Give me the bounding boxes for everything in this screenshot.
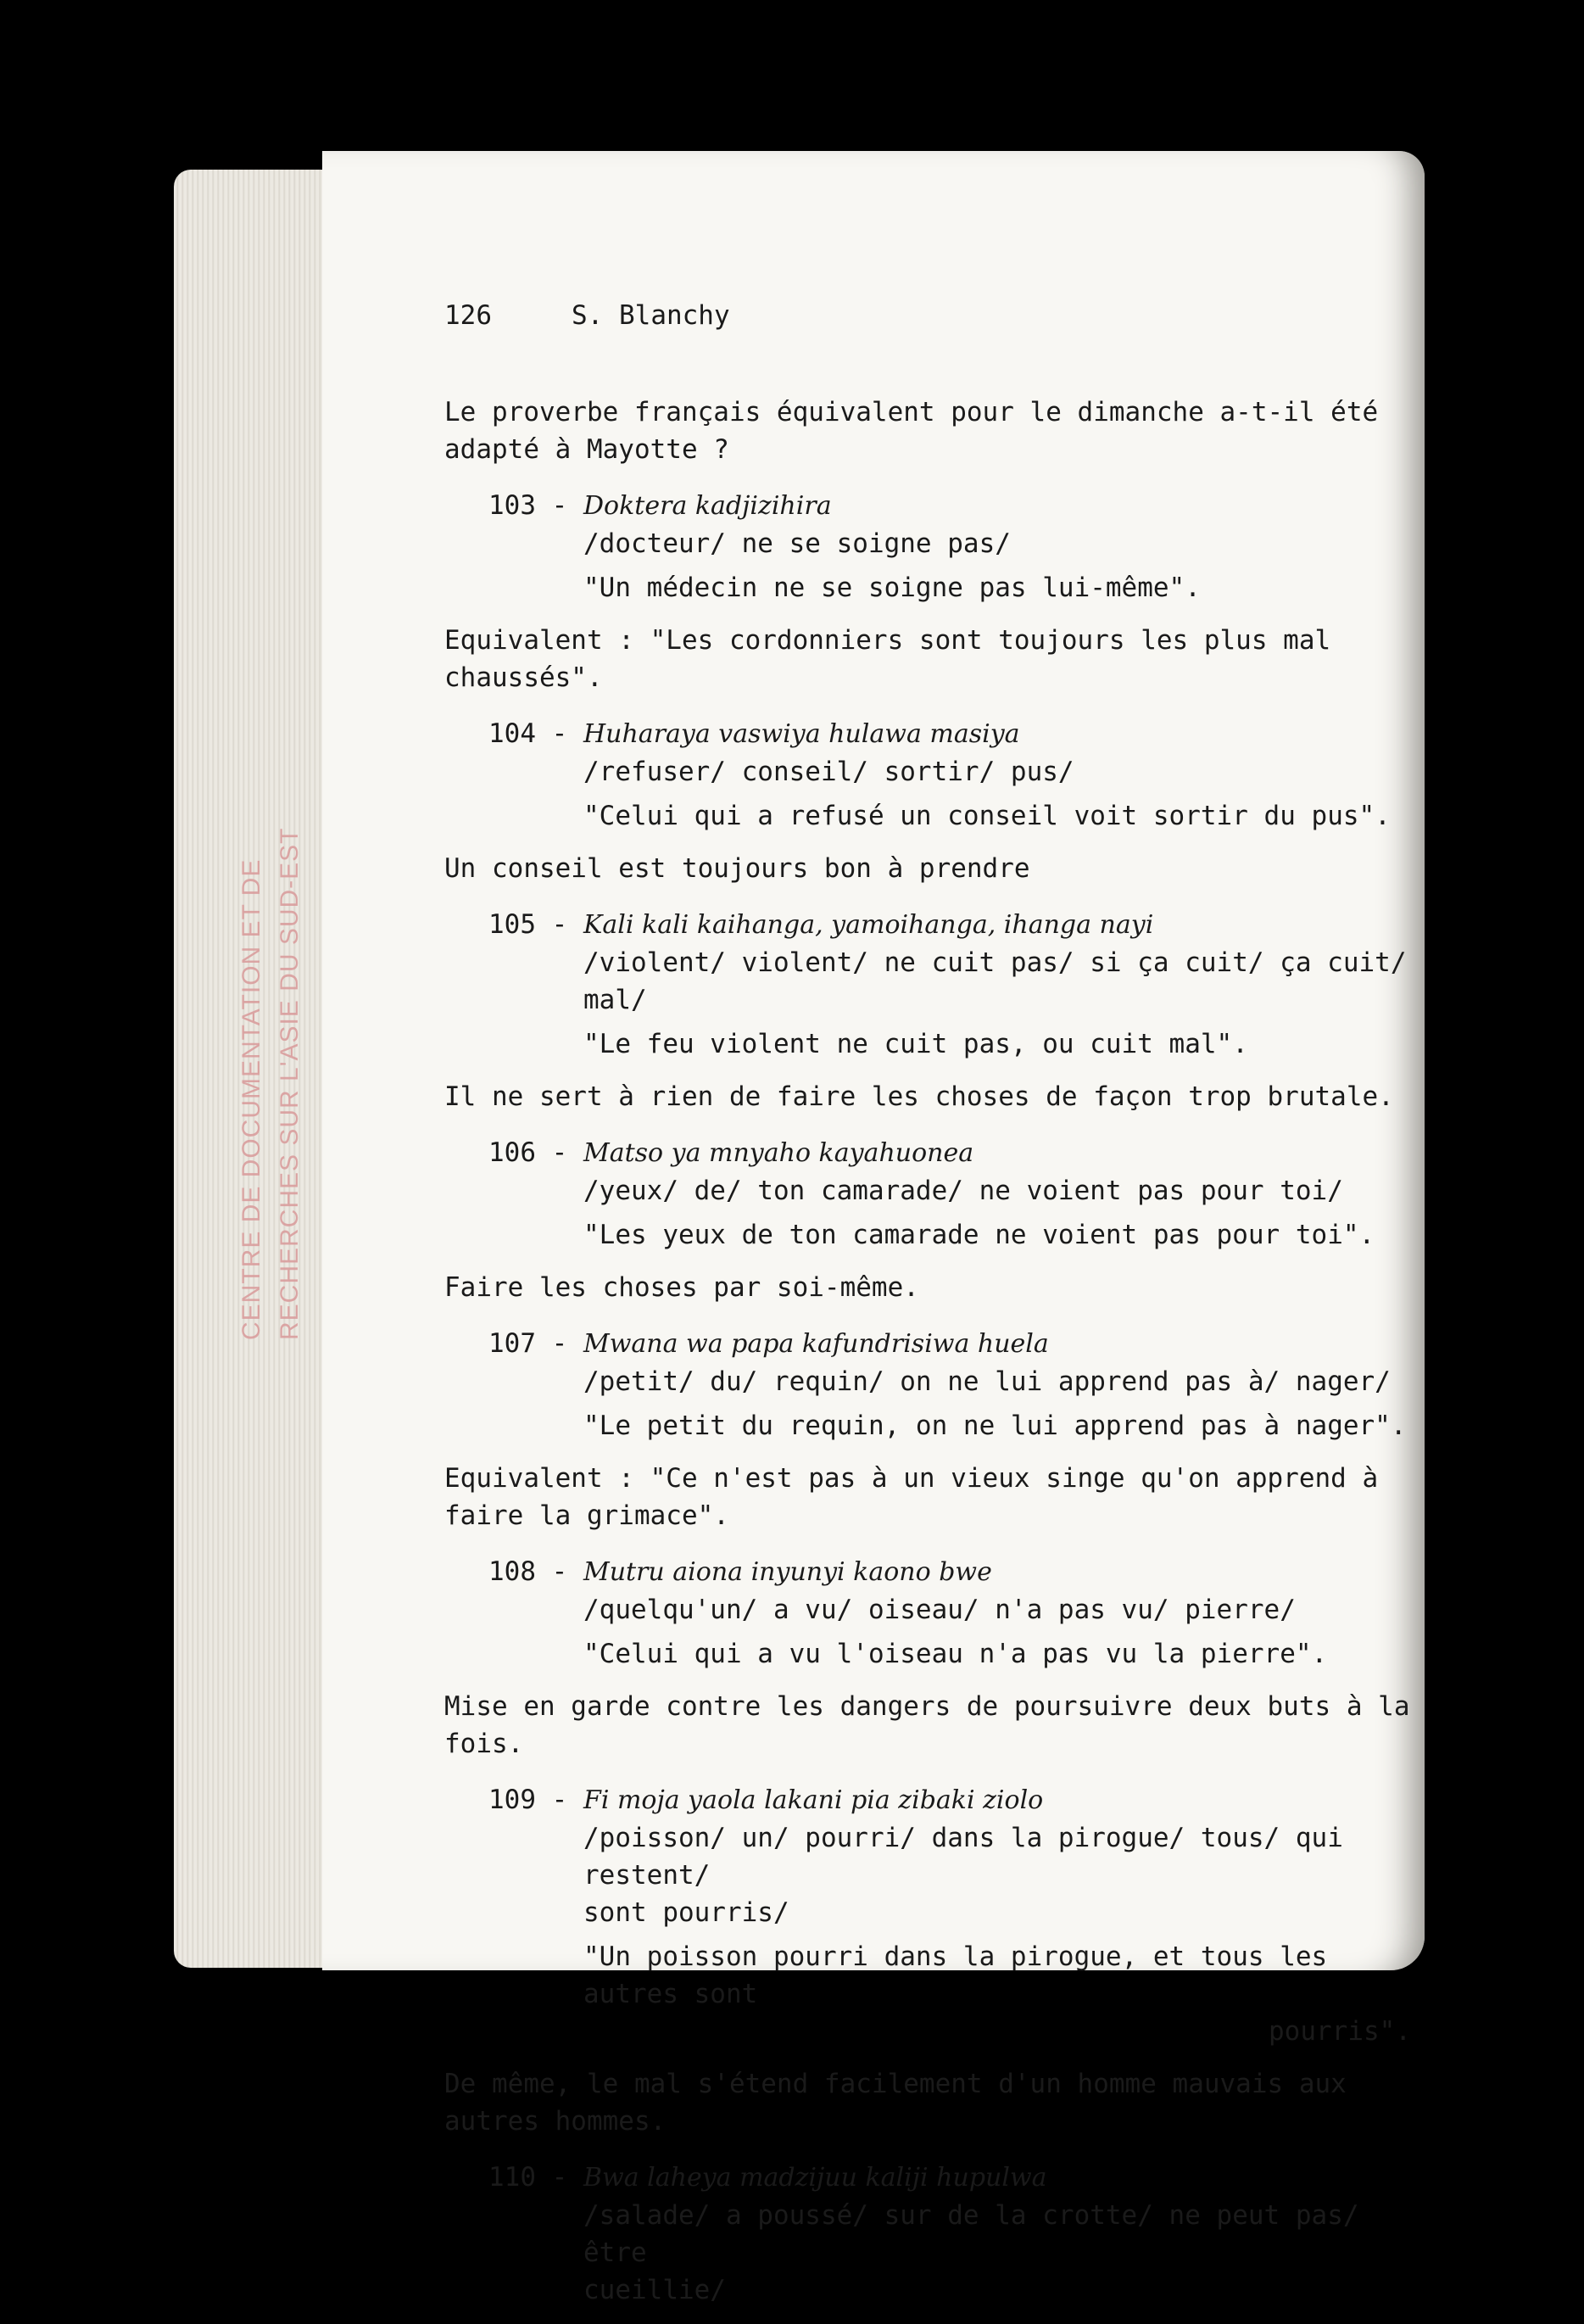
entry-number: 103 - xyxy=(488,490,568,521)
entry-comment: Equivalent : "Ce n'est pas à un vieux singe qu'on apprend à faire la grimace". xyxy=(444,1463,1379,1531)
entry-number: 110 - xyxy=(488,2162,568,2193)
entry-number: 109 - xyxy=(488,1785,568,1815)
entry-number: 108 - xyxy=(488,1556,568,1587)
proverb-text: Huharaya vaswiya hulawa masiya xyxy=(583,719,1020,749)
proverb-text: Bwa laheya madzijuu kaliji hupulwa xyxy=(583,2163,1047,2193)
gloss-line: /docteur/ ne se soigne pas/ xyxy=(583,528,1011,559)
entry-number: 107 - xyxy=(488,1328,568,1359)
stamp-line-1: CENTRE DE DOCUMENTATION ET DE xyxy=(237,858,265,1340)
entry-comment: Il ne sert à rien de faire les choses de façon trop brutale. xyxy=(444,1081,1394,1112)
proverb-entry xyxy=(444,1781,1411,2050)
gloss-line: /violent/ violent/ ne cuit pas/ si ça cuit/ ça cuit/ mal/ xyxy=(583,947,1407,1015)
proverb-text: Kali kali kaihanga, yamoihanga, ihanga nayi xyxy=(583,910,1154,940)
proverb-entry xyxy=(444,487,1411,606)
entry-number: 106 - xyxy=(488,1137,568,1168)
proverb-entry xyxy=(444,1134,1411,1254)
gloss-line: /yeux/ de/ ton camarade/ ne voient pas pour toi/ xyxy=(583,1176,1343,1206)
proverb-entry xyxy=(444,1553,1411,1673)
translation: "Celui qui a refusé un conseil voit sortir du pus". xyxy=(583,801,1391,831)
translation: "Un médecin ne se soigne pas lui-même". xyxy=(583,573,1201,603)
translation: "Un poisson pourri dans la pirogue, et tous les autres sont xyxy=(583,1941,1328,2009)
entry-comment: Mise en garde contre les dangers de poursuivre deux buts à la fois. xyxy=(444,1691,1410,1759)
gloss-line: sont pourris/ xyxy=(583,1897,789,1928)
gloss-line: /quelqu'un/ a vu/ oiseau/ n'a pas vu/ pierre/ xyxy=(583,1595,1296,1625)
entry-comment: Un conseil est toujours bon à prendre xyxy=(444,853,1030,884)
translation: "Celui qui a vu l'oiseau n'a pas vu la pierre". xyxy=(583,1639,1328,1669)
proverb-text: Mwana wa papa kafundrisiwa huela xyxy=(583,1329,1049,1359)
proverb-entry xyxy=(444,1325,1411,1444)
proverb-text: Fi moja yaola lakani pia zibaki ziolo xyxy=(583,1785,1044,1815)
proverb-entry xyxy=(444,2159,1411,2309)
page-content xyxy=(444,297,1411,2324)
entry-comment: De même, le mal s'étend facilement d'un homme mauvais aux autres hommes. xyxy=(444,2069,1347,2137)
proverb-entry xyxy=(444,715,1411,835)
translation: "Le feu violent ne cuit pas, ou cuit mal". xyxy=(583,1029,1248,1059)
gloss-line: /refuser/ conseil/ sortir/ pus/ xyxy=(583,757,1074,787)
proverb-entry xyxy=(444,906,1411,1063)
running-head-author: S. Blanchy xyxy=(572,300,730,331)
entry-comment: Faire les choses par soi-même. xyxy=(444,1272,919,1303)
entry-number: 105 - xyxy=(488,909,568,940)
library-stamp xyxy=(178,827,339,1425)
translation: "Les yeux de ton camarade ne voient pas pour toi". xyxy=(583,1220,1375,1250)
entry-comment: Equivalent : "Les cordonniers sont toujours les plus mal chaussés". xyxy=(444,625,1331,693)
proverb-text: Doktera kadjizihira xyxy=(583,491,832,521)
page-header xyxy=(444,297,1411,334)
stamp-line-2: RECHERCHES SUR L'ASIE DU SUD-EST xyxy=(276,827,304,1340)
gloss-line: /petit/ du/ requin/ on ne lui apprend pas à/ nager/ xyxy=(583,1366,1391,1397)
gloss-line: /poisson/ un/ pourri/ dans la pirogue/ tous/ qui restent/ xyxy=(583,1823,1343,1891)
entry-number: 104 - xyxy=(488,718,568,749)
translation-continuation: pourris". xyxy=(1269,2016,1411,2047)
translation: "Le petit du requin, on ne lui apprend pas à nager". xyxy=(583,1411,1407,1441)
page-number: 126 xyxy=(444,300,492,331)
intro-paragraph: Le proverbe français équivalent pour le dimanche a-t-il été adapté à Mayotte ? xyxy=(444,397,1379,465)
proverb-text: Mutru aiona inyunyi kaono bwe xyxy=(583,1557,992,1587)
proverb-text: Matso ya mnyaho kayahuonea xyxy=(583,1138,974,1168)
gloss-line: cueillie/ xyxy=(583,2275,726,2305)
gloss-line: /salade/ a poussé/ sur de la crotte/ ne peut pas/ être xyxy=(583,2200,1359,2268)
